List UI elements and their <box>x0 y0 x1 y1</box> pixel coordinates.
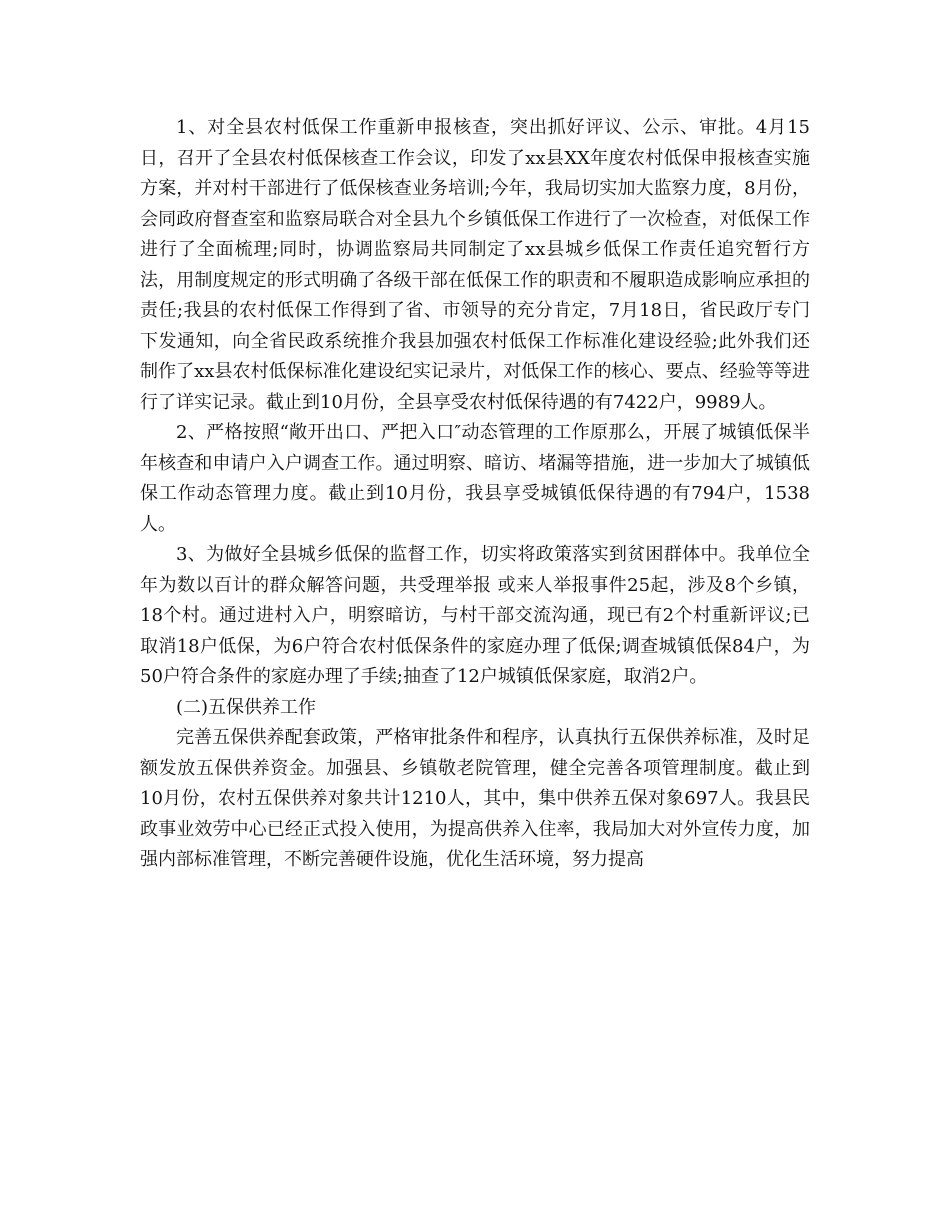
section-heading-five-guarantees: (二)五保供养工作 <box>176 696 317 718</box>
document-body <box>140 113 810 876</box>
paragraph-five-guarantees: 完善五保供养配套政策，严格审批条件和程序，认真执行五保供养标准，及时足额发放五保供养资金。加强县、乡镇敬老院管理，健全完善各项管理制度。截止到10月份，农村五保供养对象共计1210人，其中，集中供养五保对象697人。我县民政事业效劳中心已经正式投入使用，为提高供养入住率，我局加大对外宣传力度，加强内部标准管理，不断完善硬件设施，优化生活环境，努力提高 <box>140 727 810 870</box>
paragraph-urban-dynamic-management: 2、严格按照“敞开出口、严把入口″动态管理的工作原那么，开展了城镇低保半年核查和申请户入户调查工作。通过明察、暗访、堵漏等措施，进一步加大了城镇低保工作动态管理力度。截止到10月份，我县享受城镇低保待遇的有794户，1538人。 <box>140 422 810 535</box>
paragraph-rural-subsistence-review: 1、对全县农村低保工作重新申报核查，突出抓好评议、公示、审批。4月15日，召开了全县农村低保核查工作会议，印发了xx县XX年度农村低保申报核查实施方案，并对村干部进行了低保核查业务培训;今年，我局切实加大监察力度，8月份，会同政府督查室和监察局联合对全县九个乡镇低保工作进行了一次检查，对低保工作进行了全面梳理;同时，协调监察局共同制定了xx县城乡低保工作责任追究暂行方法，用制度规定的形式明确了各级干部在低保工作的职责和不履职造成影响应承担的责任;我县的农村低保工作得到了省、市领导的充分肯定，7月18日，省民政厅专门下发通知，向全省民政系统推介我县加强农村低保工作标准化建设经验;此外我们还制作了xx县农村低保标准化建设纪实记录片，对低保工作的核心、要点、经验等等进行了详实记录。截止到10月份，全县享受农村低保待遇的有7422户，9989人。 <box>140 117 810 413</box>
paragraph-supervision-work: 3、为做好全县城乡低保的监督工作，切实将政策落实到贫困群体中。我单位全年为数以百计的群众解答问题，共受理举报 或来人举报事件25起，涉及8个乡镇，18个村。通过进村入户，明察暗访，与村干部交流沟通，现已有2个村重新评议;已取消18户低保，为6户符合农村低保条件的家庭办理了低保;调查城镇低保84户，为50户符合条件的家庭办理了手续;抽查了12户城镇低保家庭，取消2户。 <box>140 544 810 687</box>
